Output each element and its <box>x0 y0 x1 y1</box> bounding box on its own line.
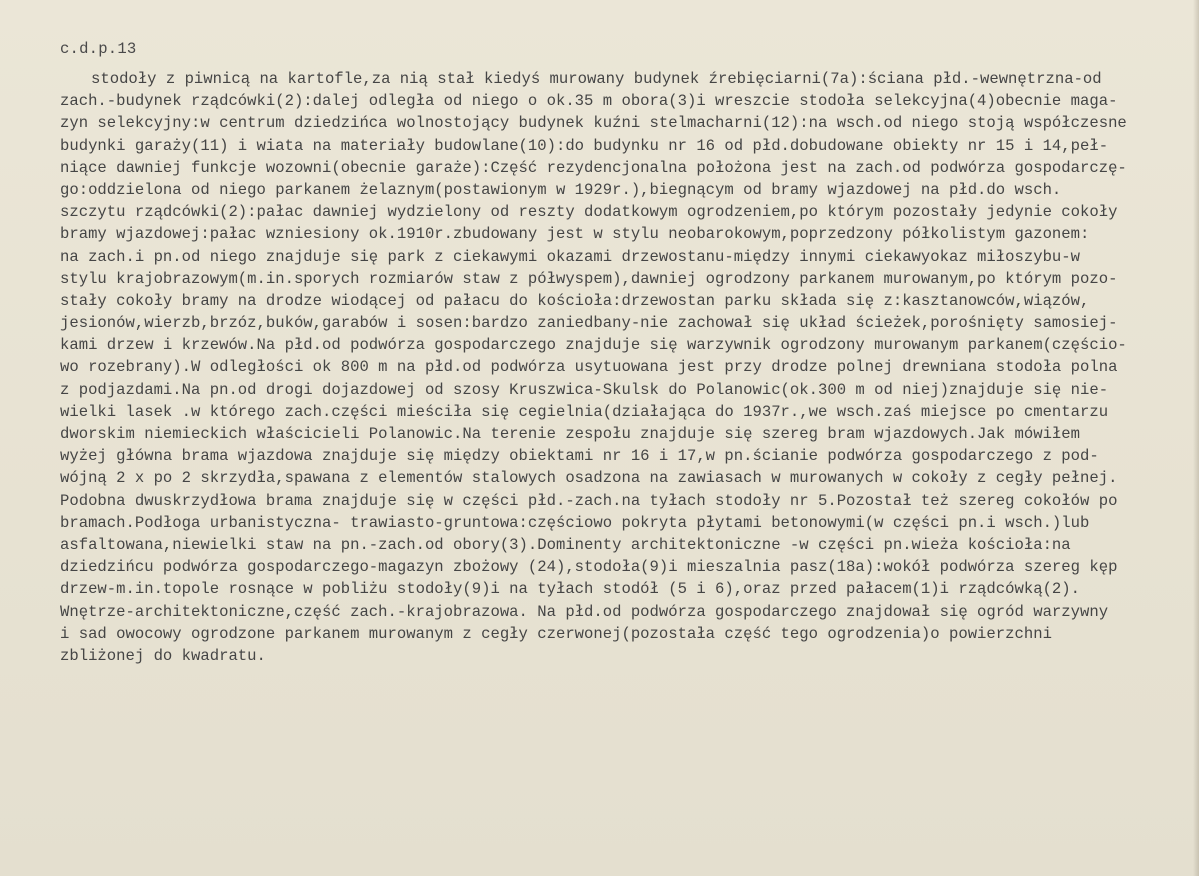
text-line: zbliżonej do kwadratu. <box>60 646 266 665</box>
text-line: Wnętrze-architektoniczne,część zach.-krajobrazowa. Na płd.od podwórza gospodarczego znajdował się ogród warzywny <box>60 602 1109 621</box>
text-line: asfaltowana,niewielki staw na pn.-zach.od obory(3).Dominenty architektoniczne -w części pn.wieża kościoła:na <box>60 535 1071 554</box>
text-line: wójną 2 x po 2 skrzydła,spawana z elementów stalowych osadzona na zawiasach w murowanych w cokoły z cegły pełnej. <box>60 469 1118 488</box>
text-line: go:oddzielona od niego parkanem żelaznym(postawionym w 1929r.),biegnącym od bramy wjazdowej na płd.do wsch. <box>60 180 1062 199</box>
text-line: stały cokoły bramy na drodze wiodącej od pałacu do kościoła:drzewostan parku składa się z:kasztanowców,wiązów, <box>60 291 1090 310</box>
text-line: wielki lasek .w którego zach.części mieściła się cegielnia(działająca do 1937r.,we wsch.zaś miejsce po cmentarzu <box>60 402 1109 421</box>
text-line: budynki garaży(11) i wiata na materiały budowlane(10):do budynku nr 16 od płd.dobudowane obiekty nr 15 i 14,peł- <box>60 136 1109 155</box>
text-line: zyn selekcyjny:w centrum dziedzińca wolnostojący budynek kuźni stelmacharni(12):na wsch.od niego stoją współczesne <box>60 114 1127 133</box>
text-line: stylu krajobrazowym(m.in.sporych rozmiarów staw z półwyspem),dawniej ogrodzony parkanem murowanym,po którym pozo- <box>60 269 1118 288</box>
text-line: bramy wjazdowej:pałac wzniesiony ok.1910r.zbudowany jest w stylu neobarokowym,poprzedzony półkolistym gazonem: <box>60 225 1090 244</box>
text-line: niące dawniej funkcje wozowni(obecnie garaże):Część rezydencjonalna położona jest na zach.od podwórza gospodarczę- <box>60 158 1127 177</box>
text-line: kami drzew i krzewów.Na płd.od podwórza gospodarczego znajduje się warzywnik ogrodzony murowanym parkanem(częścio- <box>60 336 1127 355</box>
text-line: i sad owocowy ogrodzone parkanem murowanym z cegły czerwonej(pozostała część tego ogrodzenia)o powierzchni <box>60 624 1052 643</box>
text-line: stodoły z piwnicą na kartofle,za nią stał kiedyś murowany budynek źrebięciarni(7a):ściana płd.-wewnętrzna-od <box>91 70 1102 88</box>
text-line: dworskim niemieckich właścicieli Polanowic.Na terenie zespołu znajduje się szereg bram wjazdowych.Jak mówiłem <box>60 425 1080 443</box>
text-line: szczytu rządcówki(2):pałac dawniej wydzielony od reszty dodatkowym ogrodzeniem,po którym pozostały jedynie cokoły <box>60 203 1118 222</box>
text-line: dziedzińcu podwórza gospodarczego-magazyn zbożowy (24),stodoła(9)i mieszalnia pasz(18a):wokół podwórza szereg kęp <box>60 558 1118 577</box>
page-reference: c.d.p.13 <box>60 40 137 58</box>
text-line: wyżej główna brama wjazdowa znajduje się między obiektami nr 16 i 17,w pn.ścianie podwórza gospodarczego z pod- <box>60 447 1099 466</box>
text-line: z podjazdami.Na pn.od drogi dojazdowej od szosy Kruszwica-Skulsk do Polanowic(ok.300 m od niej)znajduje się nie- <box>60 380 1109 399</box>
text-line: wo rozebrany).W odległości ok 800 m na płd.od podwórza usytuowana jest przy drodze polnej drewniana stodoła polna <box>60 358 1118 377</box>
text-line: zach.-budynek rządcówki(2):dalej odległa od niego o ok.35 m obora(3)i wreszcie stodoła selekcyjna(4)obecnie maga- <box>60 92 1118 111</box>
text-line: Podobna dwuskrzydłowa brama znajduje się w części płd.-zach.na tyłach stodoły nr 5.Pozostał też szereg cokołów po <box>60 491 1118 510</box>
text-line: na zach.i pn.od niego znajduje się park z ciekawymi okazami drzewostanu-między innymi ciekawyokaz miłoszybu-w <box>60 247 1080 266</box>
text-line: jesionów,wierzb,brzóz,buków,garabów i sosen:bardzo zaniedbany-nie zachował się układ ścieżek,porośnięty samosiej- <box>60 314 1118 333</box>
document-body <box>0 68 1199 667</box>
text-line: drzew-m.in.topole rosnące w pobliżu stodoły(9)i na tyłach stodół (5 i 6),oraz przed pałacem(1)i rządcówką(2). <box>60 580 1080 599</box>
text-line: bramach.Podłoga urbanistyczna- trawiasto-gruntowa:częściowo pokryta płytami betonowymi(w części pn.i wsch.)lub <box>60 513 1090 532</box>
